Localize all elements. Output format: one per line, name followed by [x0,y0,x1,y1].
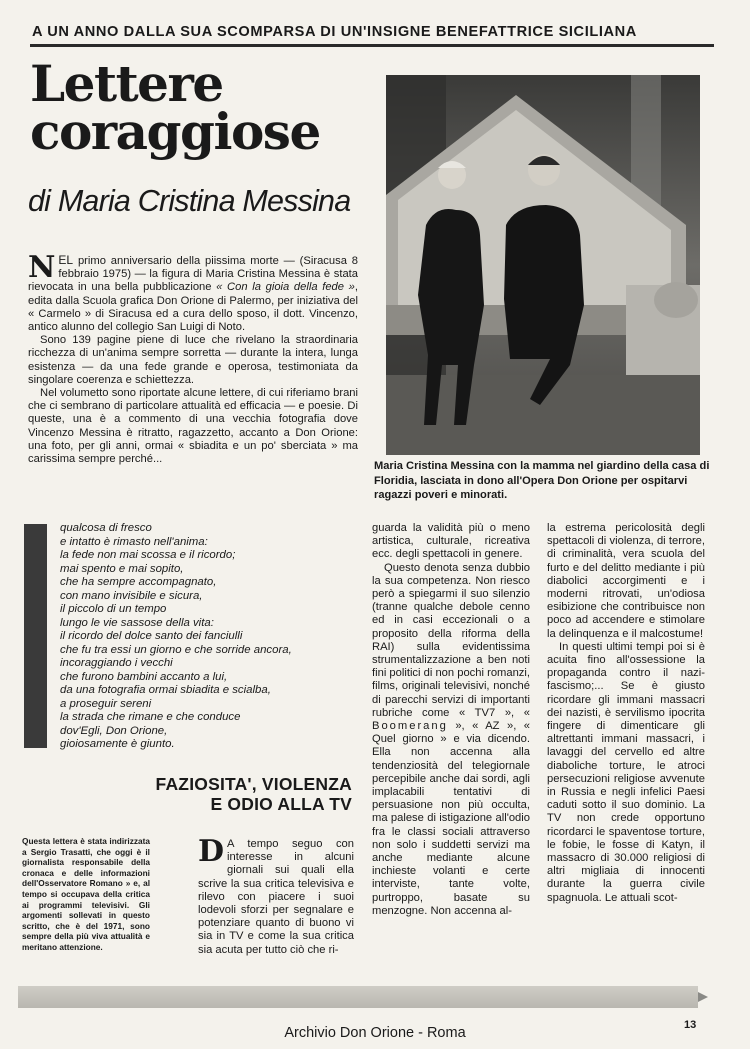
section-subhead: FAZIOSITA', VIOLENZA E ODIO ALLA TV [155,774,352,814]
photo-caption: Maria Cristina Messina con la mamma nel giardino della casa di Floridia, lasciata in dono all'Opera Don Orione per ospitarvi ragazzi poveri e minorati. [374,460,710,501]
title-line-2: coraggiose [30,102,320,161]
bottom-band [18,986,698,1008]
intro-paragraph-2: Sono 139 pagine piene di luce che rivelano la straordinaria ricchezza di un'anima sempre sorretta — durante la intera, lunga esistenza — da una fede grande e operosa, testimoniata da singolare coerenza e schiettezza. [28,334,358,386]
poem-line: il ricordo del dolce santo dei fanciulli [60,630,243,642]
intro-paragraph-1: NEL primo anniversario della piissima morte — (Siracusa 8 febbraio 1975) — la figura di Maria Cristina Messina è stata rievocata in una bella pubblicazione « Con la gioia della fede », edita dalla Scuola grafica Don Orione di Palermo, per iniziativa del « Carmelo » di Siracusa ed a cura dello sposo, il dott. Vincenzo, antico alunno del collegio San Luigi di Noto. [28,250,359,334]
poem-line: che furono bambini accanto a lui, [60,670,228,683]
article-title [30,54,390,161]
page-number: 13 [684,1019,697,1031]
title-line-1: Lettere [30,54,223,113]
poem [60,522,360,752]
poem-line: dov'Egli, Don Orione, [60,724,168,737]
letter-dropcap: D [198,834,225,869]
photo-mother-and-daughter [386,75,700,455]
side-note: Questa lettera è stata indirizzata a Sergio Trasatti, che oggi è il giornalista responsabile della cronaca e delle informazioni dell'Osservatore Romano » e, al tempo si occupava della critica ai programmi televisivi. Gli argomenti sollevati in questo scritto, che è del 1971, sono sempre della più viva attualità e meritano attenzione. [22,836,150,952]
poem-line: incoraggiando i vecchi [60,657,173,669]
poem-line: gioiosamente è giunto. [60,738,175,750]
poem-line: e intatto è rimasto nell'anima: [60,535,208,548]
byline: di Maria Cristina Messina [28,184,351,218]
kicker-headline: A UN ANNO DALLA SUA SCOMPARSA DI UN'INSIGNE BENEFATTRICE SICILIANA [32,24,637,40]
poem-line: che ha sempre accompagnato, [60,576,217,588]
kicker-rule [30,44,714,47]
intro-paragraph-3: Nel volumetto sono riportate alcune lettere, di cui riferiamo brani che ci sembrano di particolare attualità ed efficacia — e poesie. Di queste, una è a commento di una vecchia fotografia dove Vincenzo Messina è ritratto, ragazzetto, accanto a Don Orione: una foto, per gli anni, ormai « sbiadita e un po' sberciata » ma carissima sempre perché... [28,387,358,466]
poem-line: la strada che rimane e che conduce [60,711,241,723]
letter-column-1: D A tempo seguo con interesse in alcuni giornali sui quali ella scrive la sua critica televisiva e rilevo con piacere i suoi lodevoli sforzi per segnalare e potenziare quanto di buono vi sia in TV e come la sua critica sia acuta per tutto ciò che ri- [198,834,354,956]
poem-line: mai spento e mai sopito, [60,562,184,575]
poem-line: la fede non mai scossa e il ricordo; [60,549,236,561]
poem-line: a proseguir sereni [60,697,152,710]
intro-text [28,250,359,466]
poem-line: da una fotografia ormai sbiadita e scialba, [60,684,271,696]
poem-line: lungo le vie sassose della vita: [60,616,214,629]
archive-footer: Archivio Don Orione - Roma [284,1025,466,1041]
poem-side-bar [24,524,47,748]
letter-column-3: la estrema pericolosità degli spettacoli di violenza, di terrore, di criminalità, vera scuola del furto e del delitto mediante i più diabolici accorgimenti e i moderni ritrovati, un'odiosa esibizione che contribuisce non poco ad accendere e stimolare la delinquenza e il malcostume! In questi ultimi tempi poi si è acuita fino all'ossessione la propaganda contro il nazi-fascismo;... Se è giusto ricordare gli immani massacri dei nazisti, è servilismo ipocrita fingere di dimenticare gli altrettanti immani massacri, i lavaggi del cervello ed altre diaboliche torture, le atroci persecuzioni religiose avvenute in Russia e negli infelici Paesi caduti sotto il suo dominio. La TV non crede opportuno ricordarci le spaventose torture, le fobie, le fosse di Katyn, il massacro di 30.000 religiosi di altri migliaia di innocenti durante la guerra civile spagnuola. Le attuali scot- [547,522,705,904]
poem-line: il piccolo di un tempo [60,603,167,615]
poem-line: qualcosa di fresco [60,522,152,534]
poem-line: che fu tra essi un giorno e che sorride ancora, [60,643,292,656]
poem-line: con mano invisibile e sicura, [60,589,203,602]
intro-dropcap: N [28,250,56,285]
letter-column-2: guarda la validità più o meno artistica, culturale, ricreativa ecc. degli spettacoli in genere. Questo denota senza dubbio la sua competenza. Non riesco però a spiegarmi il suo silenzio (tranne qualche debole cenno ed in casi eccezionali o a proposito della riforma della RAI) sulla evidentissima strumentalizzazione a ben noti fini politici di non pochi romanzi, films, originali televisivi, nonché di parecchi servizi di importanti rubriche come « TV7 », « Boomerang », « AZ », « Quel giorno » e via dicendo. Ella non accenna alla tendenziosità del telegiornale percepibile anche dai sordi, agli implacabili tentativi di persuasione non più occulta, ma palese di istigazione all'odio fra le classi sociali attraverso non solo i suddetti servizi ma anche mediante alcune inchieste volanti e certe interviste, tante volte, purtroppo, basate su menzogne. Non accenna al- [372,522,530,917]
